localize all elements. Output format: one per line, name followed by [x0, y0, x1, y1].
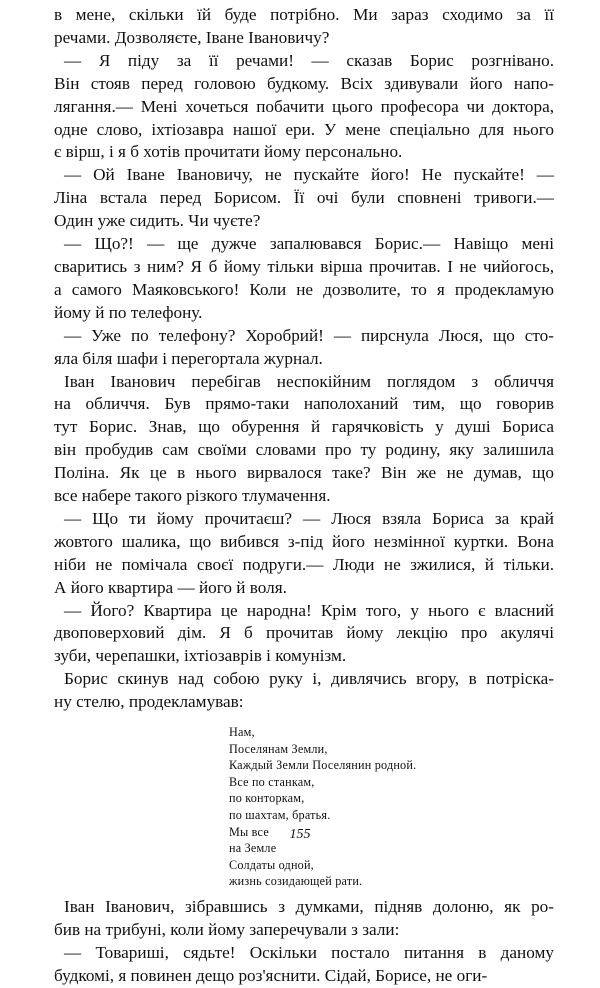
text-line: є вірш, і я б хотів прочитати йому персонально. — [54, 142, 403, 162]
text-line: ну стелю, продекламував: — [54, 692, 244, 712]
text-line: Він стояв перед головою будкому. Всіх здивували його напо- — [54, 73, 554, 93]
text-body-continued — [54, 896, 554, 988]
text-line: одне слово, іхтіозавра нашої ери. У мене спеціально для нього — [54, 119, 554, 139]
text-line: бив на трибуні, коли йому заперечували з зали: — [54, 919, 400, 939]
verse-line: Все по станкам, — [229, 774, 315, 789]
text-line: лягання.— Мені хочеться побачити цього професора чи доктора, — [54, 96, 554, 116]
text-line: — Уже по телефону? Хоробрий! — пирснула Люся, що сто- — [64, 325, 554, 345]
text-line: будкомі, я повинен дещо роз'яснити. Сідай, Борисе, не оги- — [54, 965, 488, 985]
text-line: — Що?! — ще дужче запалювався Борис.— Навіщо мені — [64, 234, 554, 254]
verse-line: Нам, — [229, 725, 255, 740]
verse-line: Каждый Земли Поселянин родной. — [229, 758, 417, 773]
text-line: ніби не помічала своєї подруги.— Люди не зжилися, й тільки. — [54, 554, 554, 574]
text-line: тут Борис. Знав, що обурення й гарячковість у душі Бориса — [54, 417, 554, 437]
text-line: — Що ти йому прочитаєш? — Люся взяла Бориса за край — [64, 508, 554, 528]
text-line: на обличчя. Був прямо-таки наполоханий тим, що говорив — [54, 394, 554, 414]
text-line: А його квартира — його й воля. — [54, 577, 287, 597]
poem-quote — [54, 724, 554, 890]
verse-line: жизнь созидающей рати. — [229, 874, 363, 889]
text-line: яла біля шафи і перегортала журнал. — [54, 348, 323, 368]
text-line: — Товариші, сядьте! Оскільки постало питання в даному — [64, 942, 554, 962]
text-line: — Його? Квартира це народна! Крім того, у нього є власний — [64, 600, 554, 620]
text-line: йому й по телефону. — [54, 302, 203, 322]
verse-line: по конторкам, — [229, 791, 305, 806]
verse-line: на Земле — [229, 841, 277, 856]
verse-line: по шахтам, братья. — [229, 808, 331, 823]
verse-line: Поселянам Земли, — [229, 741, 328, 756]
text-line: Поліна. Як це в нього вирвалося таке? Він же не думав, що — [54, 463, 554, 483]
verse-line: Солдаты одной, — [229, 857, 314, 872]
text-line: а самого Маяковського! Коли не дозволите, то я продекламую — [54, 279, 554, 299]
text-line: Ліна встала перед Борисом. Її очі були сповнені тривоги.— — [54, 188, 554, 208]
text-line: Іван Іванович перебігав неспокійним поглядом з обличчя — [64, 371, 554, 391]
text-line: двоповерховий дім. Я б прочитав йому лекцію про акулячі — [54, 623, 554, 643]
text-line: він пробудив сам своїми словами про ту родину, яку залишила — [54, 440, 554, 460]
text-line: Борис скинув над собою руку і, дивлячись вгору, в потріска- — [64, 669, 554, 689]
text-line: зуби, черепашки, іхтіозаврів і комунізм. — [54, 646, 347, 666]
text-line: — Ой Іване Івановичу, не пускайте його! Не пускайте! — — [64, 165, 554, 185]
text-line: все набере такого різкого тлумачення. — [54, 486, 331, 506]
text-line: Іван Іванович, зібравшись з думками, підняв долоню, як ро- — [64, 897, 554, 917]
text-line: Один уже сидить. Чи чуєте? — [54, 211, 261, 231]
text-line: сваритись з ним? Я б йому тільки вірша прочитав. І не чийогось, — [54, 256, 554, 276]
page-number: 155 — [289, 827, 311, 842]
text-line: жовтого шалика, що вибився з-під його незмінної куртки. Вона — [54, 531, 554, 551]
text-line: в мене, скільки їй буде потрібно. Ми зараз сходимо за її — [54, 5, 554, 24]
text-line: — Я піду за її речами! — сказав Борис розгнівано. — [64, 50, 554, 70]
text-line: речами. Дозволяєте, Іване Івановичу? — [54, 27, 330, 47]
text-body — [54, 4, 554, 714]
verse-line: Мы все — [229, 824, 269, 839]
